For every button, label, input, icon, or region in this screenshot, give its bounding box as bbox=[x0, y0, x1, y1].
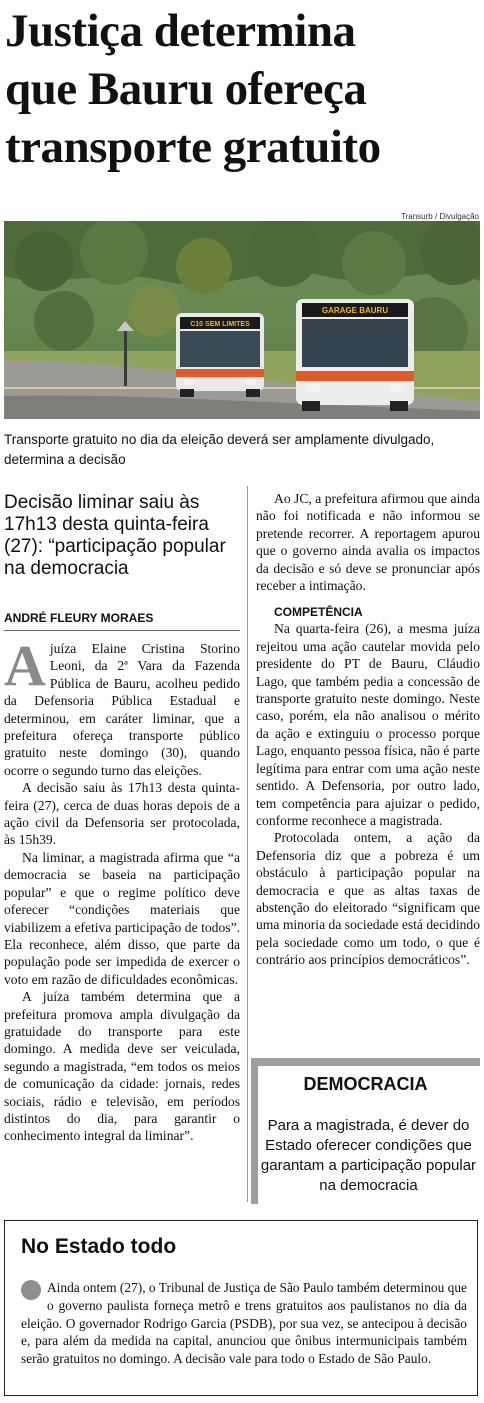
headline-line-3: transporte gratuito bbox=[5, 121, 381, 173]
sidebar-box bbox=[4, 1220, 478, 1396]
pullquote-top-bar bbox=[251, 1058, 480, 1066]
dropcap: A bbox=[4, 633, 46, 698]
photo-credit: Transurb / Divulgação bbox=[401, 212, 479, 221]
deck: Decisão liminar saiu às 17h13 desta quinta-feira (27): “participação popular na democracia bbox=[4, 492, 226, 579]
photo-caption: Transporte gratuito no dia da eleição deverá ser amplamente divulgado, determina a decisão bbox=[4, 432, 435, 467]
sidebar-title: No Estado todo bbox=[21, 1235, 177, 1258]
bus-left bbox=[176, 313, 264, 397]
bus-right bbox=[296, 299, 414, 411]
left-paragraph-3: Na liminar, a magistrada afirma que “a democracia se baseia na participação popular” e que o regime político deve oferecer “condições materiais que viabilizem a efetiva participação de todos”. Ela reconhece, além disso, que parte da população pode ser impedida de exercer o voto em razão de dificuldades econômicas. bbox=[4, 849, 240, 987]
subhead-competencia: COMPETÊNCIA bbox=[274, 605, 363, 620]
pullquote-title: DEMOCRACIA bbox=[303, 1074, 428, 1094]
left-paragraph-2: A decisão saiu às 17h13 desta quinta-feira (27), cerca de duas horas depois de a ação civil da Defensoria ser protocolada, às 15h39. bbox=[4, 780, 240, 848]
sidebar-text bbox=[21, 1279, 467, 1368]
right-paragraph-1: Ao JC, a prefeitura afirmou que ainda não foi notificada e não informou se pretende recorrer. A reportagem apurou que o governo ainda avalia os impactos da decisão e só deve se pronunciar após receber a intimação. bbox=[256, 491, 480, 594]
sidebar-paragraph: Ainda ontem (27), o Tribunal de Justiça de São Paulo também determinou que o governo paulista forneça metrô e trens gratuitos aos paulistanos no dia da eleição. O governador Rodrigo Garcia (PSDB), por sua vez, se antecipou à decisão e, para além da medida na capital, anunciou que ônibus intermunicipais também serão gratuitos no domingo. A decisão vale para todo o Estado de São Paulo. bbox=[21, 1280, 467, 1367]
pullquote-box bbox=[251, 1058, 480, 1204]
headline-line-2: que Bauru ofereça bbox=[5, 63, 367, 115]
headline bbox=[5, 2, 483, 176]
column-divider bbox=[247, 486, 248, 1202]
left-column bbox=[4, 633, 240, 1145]
left-paragraph-1-text: juíza Elaine Cristina Storino Leoni, da 2ª Vara da Fazenda Pública de Bauru, acolheu pedido da Defensoria Pública Estadual e determinou, em caráter liminar, que a prefeitura ofereça transporte público gratuito neste domingo (30), quando ocorre o segundo turno das eleições. bbox=[4, 641, 240, 778]
news-photo bbox=[4, 221, 480, 419]
right-column bbox=[256, 490, 480, 969]
right-paragraph-3: Protocolada ontem, a ação da Defensoria diz que a pobreza é um obstáculo à participação popular na democracia e que as altas taxas de abstenção do eleitorado “significam que uma minoria da sociedade está decidindo pela sociedade como um todo, o que é contrário aos princípios democráticos”. bbox=[256, 830, 480, 968]
left-paragraph-1 bbox=[4, 633, 240, 779]
right-paragraph-2: Na quarta-feira (26), a mesma juíza rejeitou uma ação cautelar movida pelo presidente do PT de Bauru, Cláudio Lago, que também pedia a concessão de transporte gratuito neste domingo. Neste caso, porém, ela não analisou o mérito da ação e extinguiu o processo porque Lago, enquanto pessoa física, não é parte legítima para entrar com uma ação neste sentido. A Defensoria, por outro lado, tem competência para ajuizar o pedido, conforme reconhece a magistrada. bbox=[256, 621, 480, 828]
bus-right-sign: GARAGE BAURU bbox=[321, 306, 389, 315]
bus-left-sign: C10 SEM LIMITES bbox=[190, 321, 250, 328]
byline: ANDRÉ FLEURY MORAES bbox=[4, 611, 240, 631]
headline-line-1: Justiça determina bbox=[5, 5, 356, 57]
bullet-dot-icon bbox=[21, 1280, 41, 1300]
left-paragraph-4: A juíza também determina que a prefeitura promova ampla divulgação da gratuidade do transporte para este domingo. A medida deve ser veiculada, segundo a magistrada, “em todos os meios de comunicação da cidade: jornais, redes sociais, rádio e televisão, em períodos distintos do dia, para garantir o conhecimento integral da liminar”. bbox=[4, 989, 240, 1144]
pullquote-text: Para a magistrada, é dever do Estado oferecer condições que garantam a participação popular na democracia bbox=[260, 1117, 477, 1194]
